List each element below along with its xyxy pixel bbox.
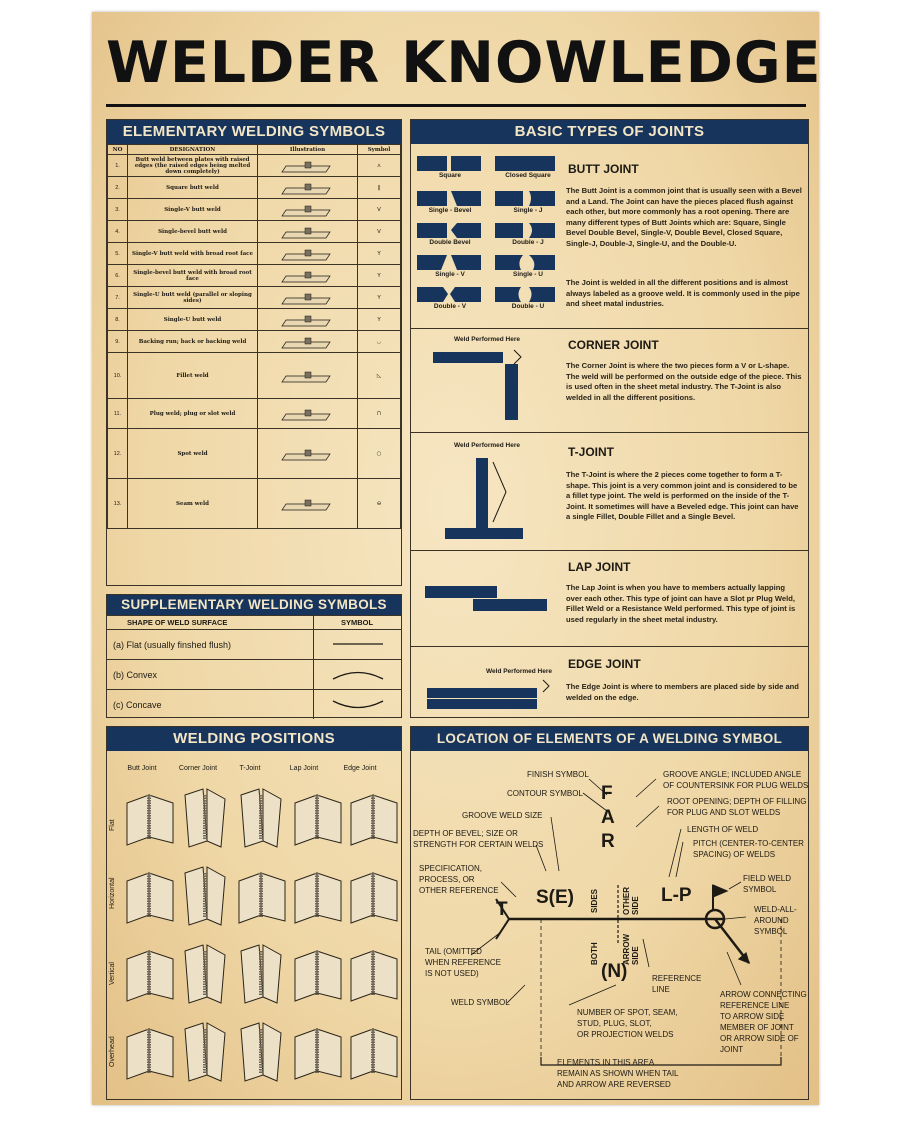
label-finish: FINISH SYMBOL	[527, 770, 589, 779]
weld-illustration	[278, 480, 338, 526]
row-illustration	[258, 287, 358, 309]
position-sketch	[185, 867, 225, 925]
elementary-row	[108, 479, 401, 529]
corner-diagram	[431, 342, 531, 422]
butt-caption: Single - U	[513, 271, 543, 278]
pos-row-flat: Flat	[109, 819, 116, 831]
row-number: 10.	[108, 353, 128, 399]
title-rule	[106, 104, 806, 107]
pos-row-horizontal: Horizontal	[109, 877, 116, 909]
pos-col-lap: Lap Joint	[289, 765, 319, 772]
label-spec: SPECIFICATION, PROCESS, OR OTHER REFERENCE	[419, 864, 499, 895]
pos-row-vertical: Vertical	[109, 962, 116, 985]
sides-label: SIDES	[590, 888, 599, 913]
position-sketch	[127, 951, 173, 1001]
butt-joint-title: BUTT JOINT	[568, 162, 639, 176]
row-number: 12.	[108, 429, 128, 479]
row-illustration	[258, 155, 358, 177]
row-number: 1.	[108, 155, 128, 177]
position-sketch	[295, 1029, 341, 1079]
supplementary-col2: SYMBOL	[341, 618, 374, 627]
row-designation: Fillet weld	[128, 353, 258, 399]
double-bevel-diagram	[417, 223, 447, 238]
row-symbol: ‖	[358, 177, 401, 199]
elementary-panel	[106, 119, 402, 586]
divider-4	[411, 646, 808, 647]
position-sketch	[241, 1023, 281, 1081]
position-sketch	[351, 795, 397, 845]
position-sketch	[241, 789, 281, 847]
pos-col-corner: Corner Joint	[178, 765, 218, 772]
glyph-lp: L-P	[661, 885, 692, 906]
both-label: BOTH	[590, 942, 599, 965]
row-number: 9.	[108, 331, 128, 353]
butt-caption: Double - U	[511, 303, 545, 310]
label-groove-size: GROOVE WELD SIZE	[462, 811, 543, 820]
location-heading: LOCATION OF ELEMENTS OF A WELDING SYMBOL	[411, 727, 808, 751]
corner-joint-text: The Corner Joint is where the two pieces form a V or L-shape. The weld will be performed on the outside edge of the piece. This is used often in the sheet metal industry. The T-Joint is also welded in all the different positions.	[566, 361, 802, 402]
label-pitch: PITCH (CENTER-TO-CENTER SPACING) OF WELDS	[693, 839, 804, 859]
col-designation: DESIGNATION	[128, 145, 258, 155]
convex-symbol	[333, 673, 383, 680]
elementary-row	[108, 177, 401, 199]
label-arrow: ARROW CONNECTING REFERENCE LINE TO ARROW SIDE MEMBER OF JOINT OR ARROW SIDE OF JOINT	[720, 990, 807, 1054]
weld-illustration	[278, 244, 338, 262]
weld-illustration	[278, 266, 338, 284]
row-illustration	[258, 199, 358, 221]
arrow-side-label: ARROW SIDE	[622, 933, 640, 965]
pos-col-t: T-Joint	[239, 765, 261, 772]
tjoint-text: The T-Joint is where the 2 pieces come together to form a T-shape. This joint is a very common joint and is considered to be a fillet type joint. The weld is performed on the inside of the T-Joint. It sometimes will have a Beveled edge. This joint can have a single Fillet, Double Fillet and a Single Bevel.	[566, 470, 799, 522]
glyph-s: S(E)	[536, 887, 574, 908]
row-designation: Butt weld between plates with raised edges (the raised edges being melted down completely)	[128, 155, 258, 177]
elementary-row	[108, 265, 401, 287]
row-designation: Backing run; back or backing weld	[128, 331, 258, 353]
single-u-diagram	[495, 255, 523, 270]
edge-caption: Weld Performed Here	[486, 668, 552, 675]
edge-joint-title: EDGE JOINT	[568, 657, 641, 671]
field-weld-flag	[713, 885, 727, 897]
label-weld-symbol: WELD SYMBOL	[451, 998, 510, 1007]
weld-illustration	[278, 310, 338, 328]
butt-caption: Square	[438, 172, 462, 179]
divider-2	[411, 432, 808, 433]
row-symbol: Y	[358, 243, 401, 265]
supplementary-symbols	[313, 629, 401, 719]
edge-joint-text: The Edge Joint is where to members are placed side by side and welded on the edge.	[566, 682, 799, 702]
row-number: 5.	[108, 243, 128, 265]
row-designation: Single-bevel butt weld	[128, 221, 258, 243]
position-sketch	[241, 945, 281, 1003]
supplementary-label-convex: (b) Convex	[113, 670, 158, 680]
row-designation: Single-V butt weld with broad root face	[128, 243, 258, 265]
position-sketch	[295, 951, 341, 1001]
butt-caption: Single - V	[435, 271, 465, 278]
row-symbol: ⋏	[358, 155, 401, 177]
row-number: 7.	[108, 287, 128, 309]
weld-illustration	[278, 200, 338, 218]
row-number: 6.	[108, 265, 128, 287]
row-number: 13.	[108, 479, 128, 529]
position-sketch	[295, 873, 341, 923]
row-illustration	[258, 479, 358, 529]
lap-joint-text: The Lap Joint is when you have to members actually lapping over each other. This type of joint can have a Slot pr Plug Weld, Fillet Weld or a Resistance Weld performed. This type of joint is used regularly in the sheet metal industry.	[566, 583, 796, 624]
label-depth: DEPTH OF BEVEL; SIZE OR STRENGTH FOR CERTAIN WELDS	[413, 829, 544, 849]
elementary-row	[108, 353, 401, 399]
weld-illustration	[278, 430, 338, 476]
double-v-diagram	[417, 287, 448, 302]
label-number: NUMBER OF SPOT, SEAM, STUD, PLUG, SLOT, OR PROJECTION WELDS	[577, 1008, 678, 1039]
row-symbol: V	[358, 221, 401, 243]
row-illustration	[258, 353, 358, 399]
weld-illustration	[278, 332, 338, 350]
row-designation: Square butt weld	[128, 177, 258, 199]
col-illustration: Illustration	[258, 145, 358, 155]
butt-joint-p1: The Butt Joint is a common joint that is usually seen with a Bevel and a Land. The Joint can have the pieces placed flush against each other, but more commonly has a root opening. There are many different types of Butt Joints which are: Square, Single Bevel Double Bevel, Single-V, Double Bevel, Closed Square, Single-J, Double-J, Single-U, and the Double-U.	[566, 186, 802, 248]
row-designation: Seam weld	[128, 479, 258, 529]
weld-illustration	[278, 156, 338, 174]
positions-panel	[106, 726, 402, 1100]
row-illustration	[258, 399, 358, 429]
page-title: WELDER KNOWLEDGE	[106, 30, 822, 96]
concave-symbol	[333, 701, 383, 708]
butt-caption: Closed Square	[505, 172, 551, 179]
positions-illustrations	[119, 779, 399, 1097]
position-sketch	[127, 1029, 173, 1079]
elementary-row	[108, 199, 401, 221]
col-no: NO	[108, 145, 128, 155]
row-illustration	[258, 221, 358, 243]
label-field: FIELD WELD SYMBOL	[743, 874, 792, 894]
weld-illustration	[278, 288, 338, 306]
location-panel	[410, 726, 809, 1100]
poster	[92, 12, 822, 1105]
glyph-r: R	[601, 831, 615, 852]
row-symbol: Y	[358, 287, 401, 309]
elementary-heading: ELEMENTARY WELDING SYMBOLS	[107, 120, 401, 144]
divider-1	[411, 328, 808, 329]
elementary-row	[108, 331, 401, 353]
butt-joint-p2: The Joint is welded in all the different positions and is almost always labeled as a groove weld. It is commonly used in the pipe and sheet matal industries.	[566, 278, 800, 309]
divider-3	[411, 550, 808, 551]
double-u-diagram	[495, 287, 521, 302]
supplementary-label-concave: (c) Concave	[113, 700, 162, 710]
weld-illustration	[278, 178, 338, 196]
butt-caption: Double Bevel	[429, 239, 471, 246]
joints-panel	[410, 119, 809, 718]
supplementary-label-flat: (a) Flat (usually finshed flush)	[113, 640, 232, 650]
double-j-diagram	[495, 223, 523, 238]
position-sketch	[351, 951, 397, 1001]
row-illustration	[258, 429, 358, 479]
row-designation: Plug weld; plug or slot weld	[128, 399, 258, 429]
tjoint-diagram	[431, 452, 531, 542]
label-length: LENGTH OF WELD	[687, 825, 759, 834]
tail-lower	[496, 919, 509, 939]
row-symbol: V	[358, 199, 401, 221]
row-designation: Single-U butt weld	[128, 309, 258, 331]
edge-diagram	[425, 676, 575, 712]
square-diagram	[417, 156, 447, 171]
glyph-f: F	[601, 783, 613, 804]
row-number: 4.	[108, 221, 128, 243]
row-illustration	[258, 265, 358, 287]
row-symbol: ⊓	[358, 399, 401, 429]
row-designation: Single-bevel butt weld with broad root face	[128, 265, 258, 287]
supplementary-col1: SHAPE OF WELD SURFACE	[127, 618, 228, 627]
weld-illustration	[278, 400, 338, 426]
label-elements: ELEMENTS IN THIS AREA REMAIN AS SHOWN WHEN TAIL AND ARROW ARE REVERSED	[557, 1058, 679, 1089]
position-sketch	[351, 1029, 397, 1079]
row-illustration	[258, 309, 358, 331]
row-number: 2.	[108, 177, 128, 199]
elementary-row	[108, 399, 401, 429]
row-illustration	[258, 331, 358, 353]
butt-caption: Double - J	[512, 239, 544, 246]
lap-joint-title: LAP JOINT	[568, 560, 631, 574]
position-sketch	[185, 945, 225, 1003]
positions-heading: WELDING POSITIONS	[107, 727, 401, 751]
row-symbol: Y	[358, 265, 401, 287]
glyph-a: A	[601, 807, 615, 828]
row-symbol: ◡	[358, 331, 401, 353]
elementary-row	[108, 429, 401, 479]
supplementary-heading: SUPPLEMENTARY WELDING SYMBOLS	[107, 595, 401, 615]
other-side-label: OTHER SIDE	[622, 887, 640, 915]
position-sketch	[185, 789, 225, 847]
row-illustration	[258, 177, 358, 199]
pos-row-overhead: Overhead	[109, 1036, 116, 1067]
elementary-row	[108, 155, 401, 177]
position-sketch	[295, 795, 341, 845]
butt-caption: Single - Bevel	[428, 207, 472, 214]
elementary-row	[108, 287, 401, 309]
position-sketch	[127, 873, 173, 923]
row-designation: Single-V butt weld	[128, 199, 258, 221]
row-designation: Spot weld	[128, 429, 258, 479]
position-sketch	[351, 873, 397, 923]
elementary-table	[107, 144, 401, 529]
corner-joint-title: CORNER JOINT	[568, 338, 659, 352]
tjoint-caption: Weld Performed Here	[454, 442, 520, 449]
row-symbol: ◺	[358, 353, 401, 399]
row-number: 8.	[108, 309, 128, 331]
tjoint-title: T-JOINT	[568, 445, 615, 459]
pos-col-edge: Edge Joint	[343, 765, 377, 772]
glyph-t: T	[496, 899, 508, 920]
row-designation: Single-U butt weld (parallel or sloping sides)	[128, 287, 258, 309]
elementary-row	[108, 309, 401, 331]
label-ref-line: REFERENCE LINE	[652, 974, 702, 994]
label-root: ROOT OPENING; DEPTH OF FILLING FOR PLUG AND SLOT WELDS	[667, 797, 807, 817]
row-symbol: ⊖	[358, 479, 401, 529]
butt-caption: Single - J	[513, 207, 543, 214]
elementary-row	[108, 243, 401, 265]
single-bevel-diagram	[417, 191, 447, 206]
label-all-around: WELD-ALL- AROUND SYMBOL	[754, 905, 797, 936]
elementary-row	[108, 221, 401, 243]
position-sketch	[239, 873, 285, 923]
single-j-diagram	[495, 191, 523, 206]
glyph-n: (N)	[601, 961, 628, 982]
single-v-diagram	[417, 255, 447, 270]
butt-caption: Double - V	[433, 303, 467, 310]
label-groove-angle: GROOVE ANGLE; INCLUDED ANGLE OF COUNTERSINK FOR PLUG WELDS	[663, 770, 809, 790]
closed-square-diagram	[495, 156, 525, 171]
weld-illustration	[278, 354, 338, 396]
elementary-rows	[108, 155, 401, 529]
row-symbol: Y	[358, 309, 401, 331]
weld-illustration	[278, 222, 338, 240]
position-sketch	[127, 795, 173, 845]
supplementary-panel	[106, 594, 402, 718]
supplementary-header-row	[107, 615, 401, 629]
corner-caption: Weld Performed Here	[454, 336, 520, 343]
label-contour: CONTOUR SYMBOL	[507, 789, 583, 798]
row-number: 11.	[108, 399, 128, 429]
col-symbol: Symbol	[358, 145, 401, 155]
row-illustration	[258, 243, 358, 265]
label-tail: TAIL (OMITTED WHEN REFERENCE IS NOT USED)	[425, 947, 502, 978]
position-sketch	[185, 1023, 225, 1081]
row-number: 3.	[108, 199, 128, 221]
lap-diagram	[423, 582, 563, 622]
row-symbol: ○	[358, 429, 401, 479]
pos-col-butt: Butt Joint	[127, 765, 157, 772]
joints-heading: BASIC TYPES OF JOINTS	[411, 120, 808, 144]
